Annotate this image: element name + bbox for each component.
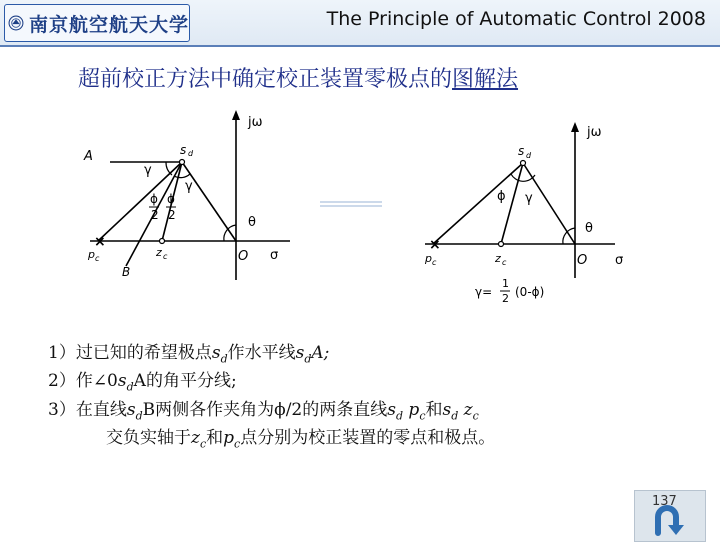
- label-sd-sub: d: [188, 149, 194, 158]
- label-gamma-1: γ: [144, 163, 152, 178]
- procedure-steps: [48, 342, 495, 456]
- label-zc-sub: c: [163, 252, 168, 261]
- label-phi-2: ϕ: [167, 192, 175, 206]
- step-3b-pc: p: [223, 428, 235, 449]
- label-theta: θ: [248, 215, 256, 230]
- university-logo: [4, 4, 190, 42]
- label-sd-sub-right: d: [526, 151, 532, 160]
- header-bar: [0, 0, 720, 46]
- label-O: O: [238, 249, 249, 264]
- label-sd-right: s: [518, 144, 525, 158]
- step-3b-zc: z: [191, 428, 200, 449]
- decorative-lines: [320, 200, 382, 208]
- step-3b-zc-sub: c: [199, 437, 207, 451]
- label-theta-right: θ: [585, 221, 593, 236]
- step-2-text-b: A的角平分线;: [133, 371, 237, 392]
- step-3b-pc-sub: c: [234, 437, 241, 451]
- label-gamma-2: γ: [185, 179, 193, 194]
- formula-lhs: γ=: [475, 285, 493, 299]
- label-jw: jω: [248, 115, 263, 130]
- step-3-text-a: 3）在直线: [48, 399, 127, 420]
- header-divider: [0, 45, 720, 47]
- point-sd-marker-right: [521, 161, 526, 166]
- step-3-zc: z: [463, 399, 473, 420]
- label-A: A: [84, 149, 93, 164]
- zero-marker: [160, 239, 165, 244]
- label-two-1: 2: [151, 208, 159, 222]
- title-link[interactable]: 图解法: [452, 67, 519, 92]
- label-B: B: [122, 265, 131, 279]
- step-2-sd-sub: d: [126, 380, 134, 394]
- step-3: [48, 399, 495, 427]
- step-3-sd3-sub: d: [451, 409, 459, 423]
- label-pc-right: p: [425, 252, 432, 265]
- page-number: 137: [652, 494, 677, 509]
- formula-denominator: 2: [502, 292, 509, 305]
- imag-axis-arrow: [232, 110, 240, 120]
- label-jw-right: jω: [587, 125, 602, 140]
- step-3b-text-c: 点分别为校正装置的零点和极点。: [240, 428, 496, 449]
- label-sigma: σ: [270, 248, 279, 263]
- label-pc-sub-right: c: [432, 258, 437, 267]
- step-1-sd: s: [211, 343, 221, 363]
- step-3-text-b: B两侧各作夹角为ϕ/2的两条直线: [142, 399, 388, 420]
- step-3-sd-sub: d: [135, 409, 143, 423]
- step-3-sd3: s: [442, 399, 452, 420]
- label-O-right: O: [577, 253, 588, 268]
- step-3b-text-b: 和: [206, 428, 224, 449]
- pole-marker: ×: [94, 234, 106, 250]
- logo-text: 南京航空航天大学: [28, 13, 189, 36]
- figure-left: [70, 108, 320, 288]
- step-1-sd2-sub: d: [304, 352, 312, 366]
- label-phi-1: ϕ: [150, 192, 158, 206]
- line-sd-pc-right: [433, 163, 523, 244]
- zero-marker-right: [499, 242, 504, 247]
- step-3-sd2-sub: d: [395, 409, 404, 423]
- step-1: [48, 342, 495, 370]
- step-1-sd2: s: [295, 343, 305, 363]
- step-3-continued: [48, 427, 495, 455]
- slide-title: [78, 62, 518, 93]
- label-gamma-right: γ: [525, 191, 533, 206]
- figure-right: [405, 118, 650, 318]
- label-pc-sub: c: [95, 254, 100, 263]
- step-3-zc-sub: c: [472, 409, 479, 423]
- step-3-sd: s: [126, 399, 136, 420]
- step-1-text-b: 作水平线: [227, 343, 296, 363]
- pole-marker-right: ×: [429, 237, 441, 253]
- formula-rhs: (0-ϕ): [515, 285, 545, 299]
- step-3-pc-sub: c: [419, 409, 426, 423]
- label-sd: s: [180, 143, 187, 157]
- step-2: [48, 370, 495, 398]
- label-sigma-right: σ: [615, 253, 624, 268]
- university-emblem-icon: [8, 8, 24, 38]
- imag-axis-arrow-right: [571, 122, 579, 132]
- step-2-text-a: 2）作∠0: [48, 371, 118, 392]
- course-title: The Principle of Automatic Control 2008: [326, 8, 706, 30]
- formula-numerator: 1: [502, 277, 509, 290]
- step-3-text-c: 和: [425, 399, 443, 420]
- u-turn-back-icon[interactable]: [650, 503, 684, 537]
- point-sd-marker: [180, 160, 185, 165]
- label-phi-right: ϕ: [497, 189, 506, 204]
- label-zc-right: z: [495, 252, 501, 265]
- phi-arc: [174, 174, 190, 178]
- step-3-sd2: s: [387, 399, 396, 420]
- label-zc: z: [156, 246, 162, 259]
- label-zc-sub-right: c: [502, 258, 507, 267]
- title-prefix: 超前校正方法中确定校正装置零极点的: [78, 67, 453, 92]
- label-two-2: 2: [168, 208, 176, 222]
- step-1-sd-sub: d: [220, 352, 228, 366]
- step-1-text-c: A;: [311, 343, 330, 363]
- step-1-text-a: 1）过已知的希望极点: [48, 343, 212, 363]
- step-3b-text-a: 交负实轴于: [106, 428, 191, 449]
- step-2-sd: s: [117, 371, 127, 392]
- label-pc: p: [88, 248, 95, 261]
- step-3-pc: p: [408, 399, 420, 420]
